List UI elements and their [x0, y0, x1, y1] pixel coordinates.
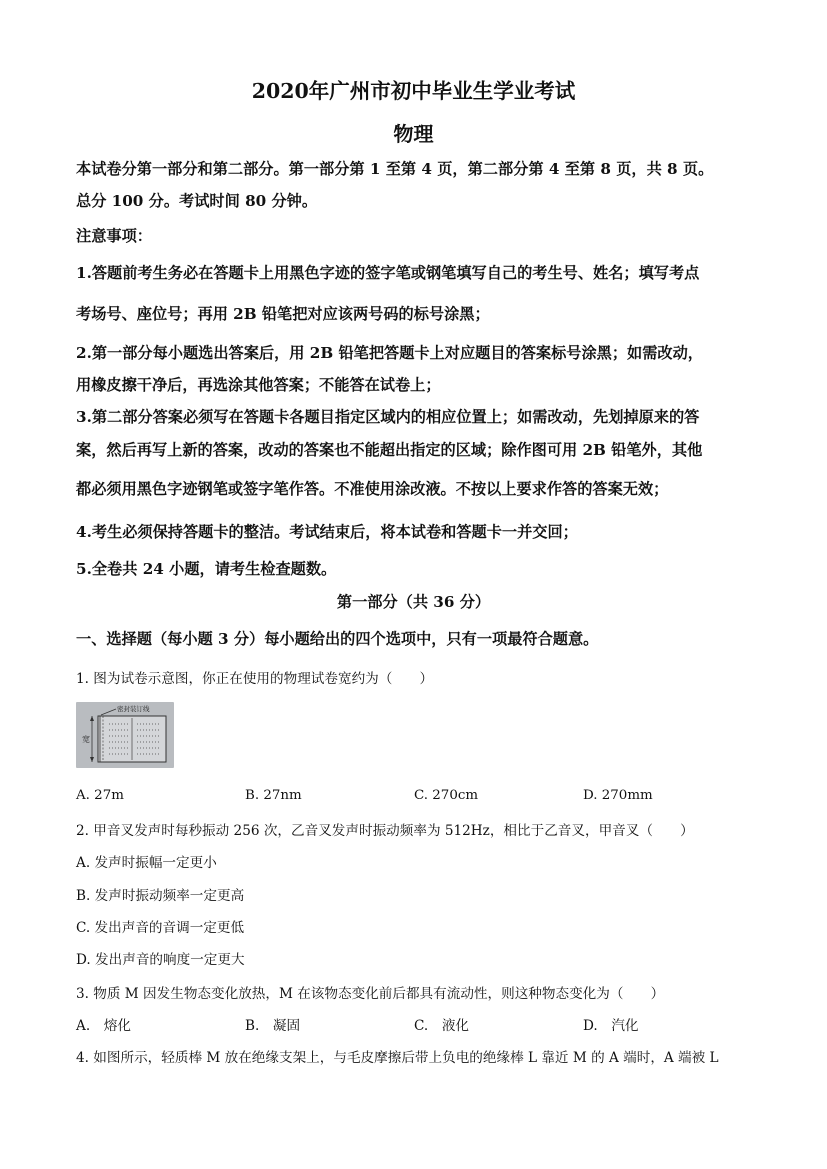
question-1-option-b[interactable]: B. 27nm: [245, 788, 302, 803]
question-2-option-a[interactable]: A. 发声时振幅一定更小: [76, 855, 217, 871]
figure-width-label: 宽: [82, 735, 90, 744]
question-1-option-c[interactable]: C. 270cm: [414, 788, 479, 803]
note-line: 1.答题前考生务必在答题卡上用黑色字迹的签字笔或钢笔填写自己的考生号、姓名；填写考点: [76, 264, 700, 282]
question-3-option-b[interactable]: B. 凝固: [245, 1018, 301, 1034]
note-line: 4.考生必须保持答题卡的整洁。考试结束后，将本试卷和答题卡一并交回；: [76, 523, 578, 541]
part1-heading: 第一部分（共 36 分）: [336, 593, 491, 611]
question-2-option-c[interactable]: C. 发出声音的音调一定更低: [76, 920, 245, 936]
note-line: 都必须用黑色字迹钢笔或签字笔作答。不准使用涂改液。不按以上要求作答的答案无效；: [76, 480, 669, 498]
question-1-option-a[interactable]: A. 27m: [76, 788, 124, 803]
question-4-stem: 4. 如图所示，轻质棒 M 放在绝缘支架上，与毛皮摩擦后带上负电的绝缘棒 L 靠近 M 的 A 端时，A 端被 L: [76, 1050, 719, 1066]
note-line: 考场号、座位号；再用 2B 铅笔把对应该两号码的标号涂黑；: [76, 305, 490, 323]
exam-subject: 物理: [393, 122, 434, 146]
section-heading: 一、选择题（每小题 3 分）每小题给出的四个选项中，只有一项最符合题意。: [76, 630, 599, 648]
question-1-stem: 1. 图为试卷示意图，你正在使用的物理试卷宽约为（ ）: [76, 671, 434, 687]
question-2-option-d[interactable]: D. 发出声音的响度一定更大: [76, 952, 245, 968]
question-2-option-b[interactable]: B. 发声时振动频率一定更高: [76, 888, 245, 904]
question-3-option-a[interactable]: A. 熔化: [76, 1018, 131, 1034]
intro-line-1: 本试卷分第一部分和第二部分。第一部分第 1 至第 4 页，第二部分第 4 至第 8 页，共 8 页。: [76, 160, 714, 178]
note-line: 案，然后再写上新的答案，改动的答案也不能超出指定的区域；除作图可用 2B 铅笔外，其他: [76, 441, 703, 459]
note-line: 3.第二部分答案必须写在答题卡各题目指定区域内的相应位置上；如需改动，先划掉原来的答: [76, 408, 700, 426]
note-line: 2.第一部分每小题选出答案后，用 2B 铅笔把答题卡上对应题目的答案标号涂黑；如需改动，: [76, 344, 703, 362]
question-3-stem: 3. 物质 M 因发生物态变化放热，M 在该物态变化前后都具有流动性，则这种物态变化为（ ）: [76, 986, 665, 1002]
notes-heading: 注意事项：: [76, 227, 152, 245]
question-3-option-d[interactable]: D. 汽化: [583, 1018, 639, 1034]
exam-paper-figure: [76, 702, 174, 768]
note-line: 用橡皮擦干净后，再选涂其他答案；不能答在试卷上；: [76, 376, 441, 394]
question-1-option-d[interactable]: D. 270mm: [583, 788, 653, 803]
question-3-option-c[interactable]: C. 液化: [414, 1018, 470, 1034]
intro-line-2: 总分 100 分。考试时间 80 分钟。: [76, 192, 318, 210]
question-2-stem: 2. 甲音叉发声时每秒振动 256 次，乙音叉发声时振动频率为 512Hz，相比于乙音叉，甲音叉（ ）: [76, 823, 694, 839]
figure-seal-label: 密封装订线: [117, 705, 150, 713]
exam-title: 2020年广州市初中毕业生学业考试: [251, 79, 576, 103]
note-line: 5.全卷共 24 小题，请考生检查题数。: [76, 560, 337, 578]
